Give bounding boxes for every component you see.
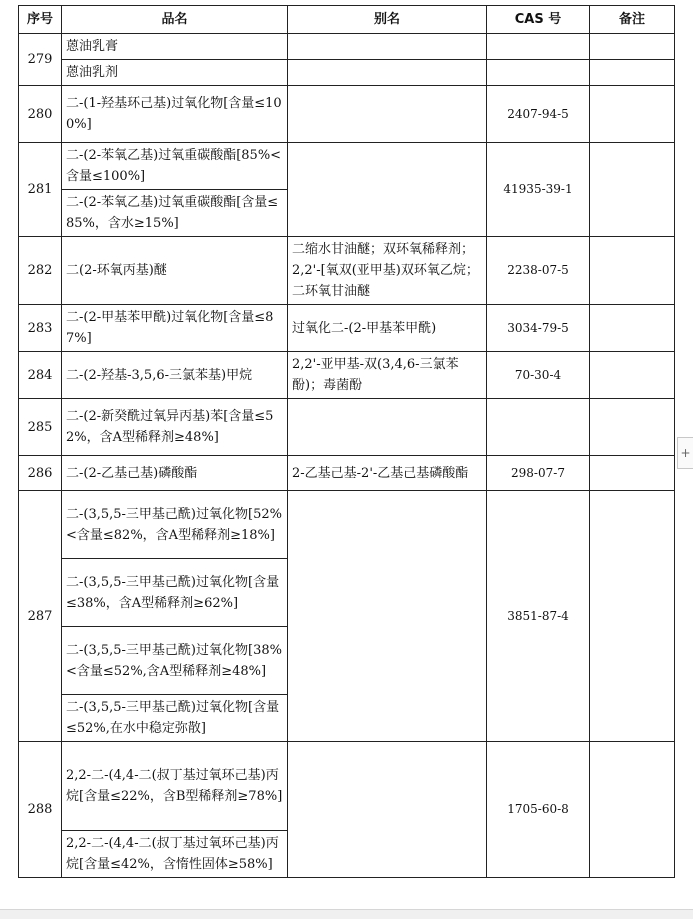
cas-cell [487, 34, 590, 60]
alias-name: 2-乙基己基-2'-乙基己基磷酸酯 [288, 456, 487, 491]
cas-cell [487, 60, 590, 86]
cas-cell [487, 399, 590, 456]
product-name: 蒽油乳膏 [62, 34, 288, 60]
product-name: 蒽油乳剂 [62, 60, 288, 86]
cas-number: 2407-94-5 [487, 86, 590, 143]
product-name: 二-(2-甲基苯甲酰)过氧化物[含量≤87%] [62, 305, 288, 352]
product-name: 二-(1-羟基环己基)过氧化物[含量≤100%] [62, 86, 288, 143]
product-name: 二-(3,5,5-三甲基己酰)过氧化物[52%<含量≤82%，含A型稀释剂≥18%] [62, 491, 288, 559]
cas-number: 70-30-4 [487, 352, 590, 399]
remark-cell [590, 305, 675, 352]
header-name: 品名 [62, 6, 288, 34]
alias-cell [288, 86, 487, 143]
cas-number: 2238-07-5 [487, 237, 590, 305]
alias-cell [288, 399, 487, 456]
cas-number: 41935-39-1 [487, 143, 590, 237]
alias-cell [288, 60, 487, 86]
row-index: 283 [19, 305, 62, 352]
table-row [19, 352, 675, 399]
alias-cell [288, 742, 487, 878]
product-name: 二-(3,5,5-三甲基己酰)过氧化物[38%<含量≤52%,含A型稀释剂≥48%] [62, 627, 288, 695]
remark-cell [590, 34, 675, 60]
cas-number: 298-07-7 [487, 456, 590, 491]
table-row [19, 399, 675, 456]
row-index: 286 [19, 456, 62, 491]
remark-cell [590, 86, 675, 143]
product-name: 二-(3,5,5-三甲基己酰)过氧化物[含量≤52%,在水中稳定弥散] [62, 695, 288, 742]
row-index: 280 [19, 86, 62, 143]
product-name: 2,2-二-(4,4-二(叔丁基过氧环己基)丙烷[含量≤42%，含惰性固体≥58%] [62, 831, 288, 878]
row-index: 284 [19, 352, 62, 399]
row-index: 281 [19, 143, 62, 237]
cas-number: 1705-60-8 [487, 742, 590, 878]
remark-cell [590, 399, 675, 456]
remark-cell [590, 742, 675, 878]
table-row [19, 34, 675, 60]
table-row [19, 86, 675, 143]
plus-icon: + [680, 446, 691, 460]
table-row [19, 742, 675, 831]
product-name: 二-(2-苯氧乙基)过氧重碳酸酯[85%<含量≤100%] [62, 143, 288, 190]
header-remark: 备注 [590, 6, 675, 34]
product-name: 二-(3,5,5-三甲基己酰)过氧化物[含量≤38%，含A型稀释剂≥62%] [62, 559, 288, 627]
table-row [19, 456, 675, 491]
header-alias: 别名 [288, 6, 487, 34]
alias-name: 过氧化二-(2-甲基苯甲酰) [288, 305, 487, 352]
chemical-table [18, 5, 675, 878]
product-name: 二-(2-新癸酰过氧异丙基)苯[含量≤52%，含A型稀释剂≥48%] [62, 399, 288, 456]
side-expand-tab[interactable] [677, 437, 693, 469]
product-name: 二-(2-乙基己基)磷酸酯 [62, 456, 288, 491]
header-row [19, 6, 675, 34]
product-name: 二(2-环氧丙基)醚 [62, 237, 288, 305]
remark-cell [590, 352, 675, 399]
remark-cell [590, 237, 675, 305]
alias-name: 2,2'-亚甲基-双(3,4,6-三氯苯酚)；毒菌酚 [288, 352, 487, 399]
row-index: 285 [19, 399, 62, 456]
alias-name: 二缩水甘油醚；双环氧稀释剂；2,2'-[氧双(亚甲基)双环氧乙烷；二环氧甘油醚 [288, 237, 487, 305]
table-row [19, 491, 675, 559]
remark-cell [590, 456, 675, 491]
alias-cell [288, 491, 487, 742]
cas-number: 3851-87-4 [487, 491, 590, 742]
cas-number: 3034-79-5 [487, 305, 590, 352]
remark-cell [590, 60, 675, 86]
product-name: 二-(2-羟基-3,5,6-三氯苯基)甲烷 [62, 352, 288, 399]
table-row [19, 237, 675, 305]
table-row [19, 60, 675, 86]
product-name: 二-(2-苯氧乙基)过氧重碳酸酯[含量≤85%，含水≥15%] [62, 190, 288, 237]
remark-cell [590, 491, 675, 742]
row-index: 279 [19, 34, 62, 86]
row-index: 287 [19, 491, 62, 742]
header-cas: CAS 号 [487, 6, 590, 34]
alias-cell [288, 143, 487, 237]
row-index: 282 [19, 237, 62, 305]
alias-cell [288, 34, 487, 60]
product-name: 2,2-二-(4,4-二(叔丁基过氧环己基)丙烷[含量≤22%，含B型稀释剂≥78%] [62, 742, 288, 831]
header-index: 序号 [19, 6, 62, 34]
table-row [19, 143, 675, 190]
table-row [19, 305, 675, 352]
remark-cell [590, 143, 675, 237]
row-index: 288 [19, 742, 62, 878]
